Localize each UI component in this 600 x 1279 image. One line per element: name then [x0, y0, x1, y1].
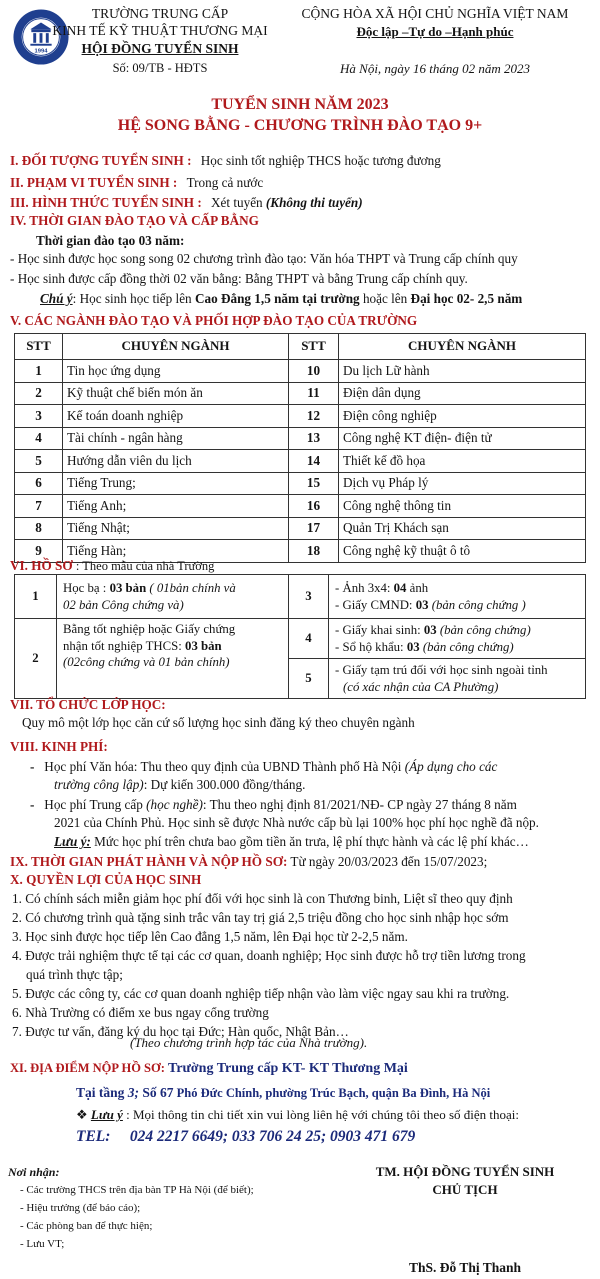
diamond-bullet-icon: ❖	[76, 1107, 88, 1122]
majors-table	[14, 333, 586, 563]
section-11-heading: XI. ĐỊA ĐIỂM NỘP HỒ SƠ:	[10, 1061, 169, 1075]
section-2-text: Trong cả nước	[186, 175, 264, 190]
doc-3-number: 3	[289, 575, 329, 619]
national-title: CỘNG HÒA XÃ HỘI CHỦ NGHĨA VIỆT NAM	[301, 6, 569, 21]
documents-row-2	[15, 619, 586, 659]
major-left: Kế toán doanh nghiệp	[63, 405, 289, 428]
benefit-item: 4. Được trải nghiệm thực tế tại các cơ quan, doanh nghiệp; Học sinh được hỗ trợ tiền lương trong	[12, 948, 526, 963]
stt-left: 9	[15, 540, 63, 563]
council-name: HỘI ĐỒNG TUYỂN SINH	[81, 41, 239, 56]
benefit-item: 5. Được các công ty, các cơ quan doanh nghiệp tiếp nhận vào làm việc ngay sau khi ra trường.	[12, 986, 510, 1001]
major-left: Tin học ứng dụng	[63, 360, 289, 383]
fee-line-2b: 2021 của Chính Phủ. Học sinh sẽ được Nhà nước cấp bù lại 100% học phí học nghề đã nộp.	[54, 815, 539, 830]
benefit-item: 7. Được tư vấn, đăng ký du học tại Đức; Hàn quốc, Nhật Bản…	[12, 1024, 349, 1039]
stt-left: 6	[15, 472, 63, 495]
stt-left: 2	[15, 382, 63, 405]
section-2	[10, 175, 263, 192]
stt-left: 5	[15, 450, 63, 473]
stt-left: 1	[15, 360, 63, 383]
col-stt-1: STT	[15, 334, 63, 360]
doc-5-text: - Giấy tạm trú đối với học sinh ngoài tỉnh (có xác nhận của CA Phường)	[329, 659, 586, 699]
stt-right: 15	[289, 472, 339, 495]
major-right: Thiết kế đồ họa	[339, 450, 586, 473]
doc-4-text: - Giấy khai sinh: 03 (bản công chứng) - Sổ hộ khẩu: 03 (bản công chứng)	[329, 619, 586, 659]
recipient-item: - Lưu VT;	[20, 1238, 65, 1250]
section-5-heading: V. CÁC NGÀNH ĐÀO TẠO VÀ PHỐI HỢP ĐÀO TẠO CỦA TRƯỜNG	[10, 313, 418, 328]
doc-1-number: 1	[15, 575, 57, 619]
section-4-line2: - Học sinh được cấp đồng thời 02 văn bằng: Bằng THPT và bằng Trung cấp chính quy.	[10, 271, 468, 286]
benefit-item: 6. Nhà Trường có điểm xe bus ngay cổng trường	[12, 1005, 269, 1020]
section-6-heading: VI. HỒ SƠ	[10, 558, 73, 573]
tel-numbers: 024 2217 6649; 033 706 24 25; 0903 471 679	[129, 1128, 416, 1145]
section-3-text: Xét tuyển	[211, 195, 263, 210]
majors-row	[15, 450, 586, 473]
benefit-item: 1. Có chính sách miễn giảm học phí đối với học sinh là con Thương binh, Liệt sĩ theo quy định	[12, 891, 513, 906]
major-right: Công nghệ thông tin	[339, 495, 586, 518]
stt-right: 11	[289, 382, 339, 405]
doc-3-text: - Ảnh 3x4: 04 ảnh - Giấy CMND: 03 (bản công chứng )	[329, 575, 586, 619]
section-2-heading: II. PHẠM VI TUYỂN SINH :	[10, 175, 178, 190]
documents-row-1	[15, 575, 586, 619]
stt-left: 8	[15, 517, 63, 540]
stt-left: 7	[15, 495, 63, 518]
majors-row	[15, 495, 586, 518]
section-4-heading: IV. THỜI GIAN ĐÀO TẠO VÀ CẤP BẰNG	[10, 213, 259, 228]
section-10-heading: X. QUYỀN LỢI CỦA HỌC SINH	[10, 872, 202, 887]
major-right: Điện công nghiệp	[339, 405, 586, 428]
major-left: Tiếng Nhật;	[63, 517, 289, 540]
stt-right: 13	[289, 427, 339, 450]
address: Tại tầng 3; Số 67 Phó Đức Chính, phường Trúc Bạch, quận Ba Đình, Hà Nội	[76, 1085, 491, 1100]
fee-line-1b: trường công lập): Dự kiến 300.000 đồng/tháng.	[54, 777, 306, 792]
school-name-line1: TRƯỜNG TRUNG CẤP	[91, 6, 229, 21]
benefits-footnote: (Theo chương trình hợp tác của Nhà trường).	[130, 1035, 368, 1050]
doc-1-text: Học bạ : 03 bản ( 01bản chính và 02 bản Công chứng và)	[57, 575, 289, 619]
recipient-item: - Các trường THCS trên địa bàn TP Hà Nội (để biết);	[20, 1184, 254, 1196]
section-3-note: (Không thi tuyển)	[265, 195, 363, 210]
stt-left: 4	[15, 427, 63, 450]
major-right: Điện dân dụng	[339, 382, 586, 405]
signer-name: ThS. Đỗ Thị Thanh	[408, 1260, 522, 1275]
section-1-text: Học sinh tốt nghiệp THCS hoặc tương đương	[200, 153, 441, 168]
school-name-line2: KINH TẾ KỸ THUẬT THƯƠNG MẠI	[52, 23, 268, 38]
section-4-subheading: Thời gian đào tạo 03 năm:	[36, 233, 185, 248]
recipient-item: - Hiệu trưởng (để báo cáo);	[20, 1202, 141, 1214]
major-right: Công nghệ KT điện- điện tử	[339, 427, 586, 450]
doc-4-number: 4	[289, 619, 329, 659]
major-left: Tiếng Hàn;	[63, 540, 289, 563]
stt-right: 17	[289, 517, 339, 540]
fee-line-2: - Học phí Trung cấp (học nghề): Thu theo nghị định 81/2021/NĐ- CP ngày 27 tháng 8 năm	[30, 797, 517, 812]
section-3	[10, 195, 363, 212]
major-left: Tiếng Trung;	[63, 472, 289, 495]
benefit-item: quá trình thực tập;	[26, 967, 123, 982]
national-motto: Độc lập –Tự do –Hạnh phúc	[356, 24, 514, 39]
major-left: Tài chính - ngân hàng	[63, 427, 289, 450]
majors-row	[15, 360, 586, 383]
signature-role: CHỦ TỊCH	[432, 1182, 498, 1197]
major-left: Hướng dẫn viên du lịch	[63, 450, 289, 473]
major-left: Kỹ thuật chế biến món ăn	[63, 382, 289, 405]
phone-line	[76, 1127, 415, 1146]
section-4-note: Chú ý: Học sinh học tiếp lên Cao Đẳng 1,5 năm tại trường hoặc lên Đại học 02- 2,5 năm	[40, 291, 523, 306]
majors-row	[15, 405, 586, 428]
col-major-2: CHUYÊN NGÀNH	[339, 334, 586, 360]
majors-table-header	[15, 334, 586, 360]
contact-note: ❖ Lưu ý : Mọi thông tin chi tiết xin vui lòng liên hệ với chúng tôi theo số điện thoại:	[76, 1107, 520, 1122]
section-6	[10, 558, 214, 575]
majors-row	[15, 382, 586, 405]
benefit-item: 3. Học sinh được học tiếp lên Cao đẳng 1,5 năm, lên Đại học từ 2-2,5 năm.	[12, 929, 408, 944]
stt-right: 10	[289, 360, 339, 383]
majors-row	[15, 427, 586, 450]
signature-title: TM. HỘI ĐỒNG TUYỂN SINH	[375, 1164, 555, 1179]
tel-label: TEL:	[76, 1128, 111, 1145]
doc-2-text: Bằng tốt nghiệp hoặc Giấy chứng nhận tốt nghiệp THCS: 03 bản (02công chứng và 01 bản chính)	[57, 619, 289, 699]
section-11	[10, 1060, 408, 1078]
section-7-heading: VII. TỔ CHỨC LỚP HỌC:	[10, 697, 166, 712]
section-6-note: : Theo mẫu của nhà Trường	[75, 559, 215, 573]
doc-5-number: 5	[289, 659, 329, 699]
logo-year: 1994	[34, 48, 48, 55]
section-4-note-label: Chú ý	[40, 291, 73, 306]
section-3-heading: III. HÌNH THỨC TUYỂN SINH :	[10, 195, 202, 210]
documents-table	[14, 574, 586, 699]
title-line2: HỆ SONG BẰNG - CHƯƠNG TRÌNH ĐÀO TẠO 9+	[117, 117, 483, 134]
col-major-1: CHUYÊN NGÀNH	[63, 334, 289, 360]
recipient-item: - Các phòng ban để thực hiện;	[20, 1220, 153, 1232]
stt-right: 16	[289, 495, 339, 518]
major-right: Công nghệ kỹ thuật ô tô	[339, 540, 586, 563]
major-right: Du lịch Lữ hành	[339, 360, 586, 383]
stt-right: 18	[289, 540, 339, 563]
section-1	[10, 153, 441, 170]
section-8-heading: VIII. KINH PHÍ:	[10, 739, 108, 754]
issue-date: Hà Nội, ngày 16 tháng 02 năm 2023	[340, 61, 530, 76]
section-9-heading: IX. THỜI GIAN PHÁT HÀNH VÀ NỘP HỒ SƠ:	[10, 854, 288, 869]
fee-note: Lưu ý: Mức học phí trên chưa bao gồm tiền ăn trưa, lệ phí thực hành và các lệ phí khác…	[54, 834, 529, 849]
section-1-heading: I. ĐỐI TƯỢNG TUYỂN SINH :	[10, 153, 192, 168]
section-4-line1: - Học sinh được học song song 02 chương trình đào tạo: Văn hóa THPT và Trung cấp chính quy	[10, 251, 518, 266]
major-right: Dịch vụ Pháp lý	[339, 472, 586, 495]
stt-right: 14	[289, 450, 339, 473]
school-location: Trường Trung cấp KT- KT Thương Mại	[168, 1061, 408, 1076]
major-right: Quản Trị Khách sạn	[339, 517, 586, 540]
stt-right: 12	[289, 405, 339, 428]
majors-row	[15, 517, 586, 540]
section-9-text: Từ ngày 20/03/2023 đến 15/07/2023;	[287, 854, 488, 869]
benefit-item: 2. Có chương trình quà tặng sinh trắc vân tay trị giá 2,5 triệu đồng cho học sinh nhập học sớm	[12, 910, 509, 925]
majors-row	[15, 472, 586, 495]
recipients-label: Nơi nhận:	[8, 1165, 60, 1179]
fee-line-1: - Học phí Văn hóa: Thu theo quy định của UBND Thành phố Hà Nội (Áp dụng cho các	[30, 759, 498, 774]
document-number: Số: 09/TB - HĐTS	[112, 61, 208, 75]
section-7-text: Quy mô một lớp học căn cứ số lượng học sinh đăng ký theo chuyên ngành	[22, 715, 415, 730]
title-line1: TUYỂN SINH NĂM 2023	[211, 96, 389, 113]
stt-left: 3	[15, 405, 63, 428]
major-left: Tiếng Anh;	[63, 495, 289, 518]
doc-2-number: 2	[15, 619, 57, 699]
col-stt-2: STT	[289, 334, 339, 360]
section-9	[10, 854, 487, 871]
